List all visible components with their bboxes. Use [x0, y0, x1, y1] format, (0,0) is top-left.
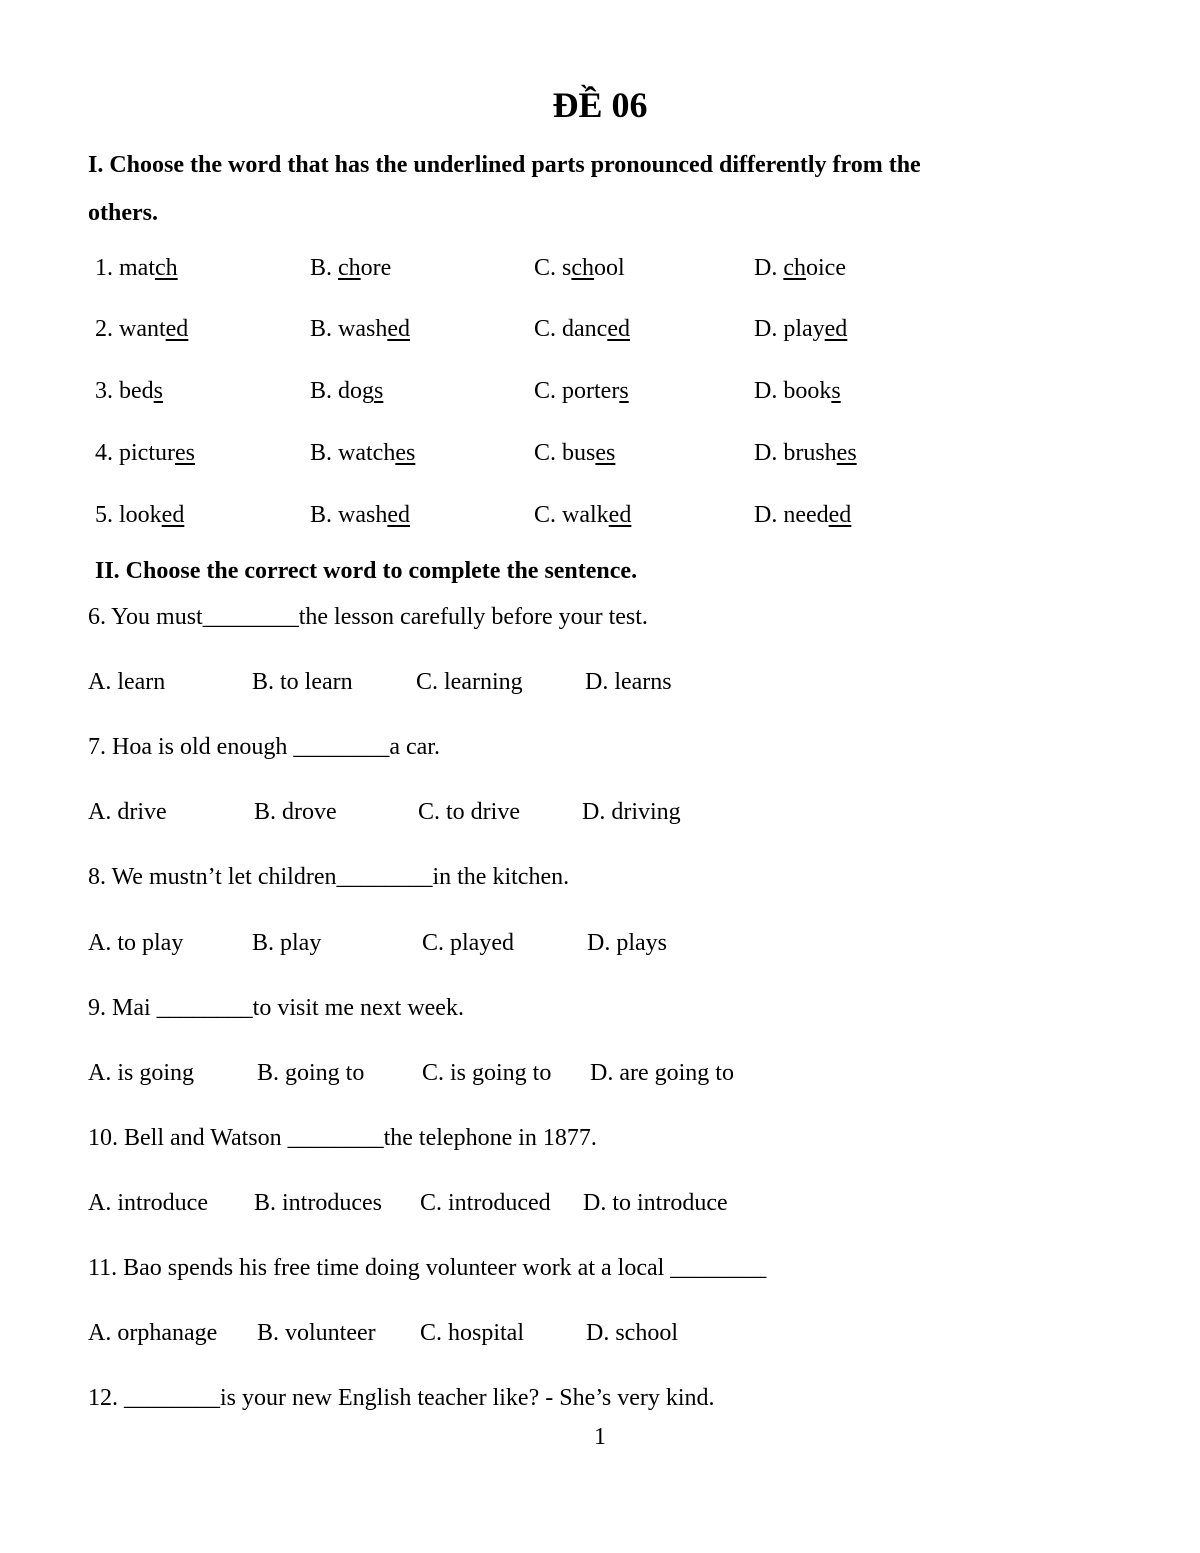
pron-option [310, 378, 383, 405]
pron-option-text: B. watch [310, 440, 396, 466]
pron-option [95, 378, 163, 405]
question-text: 10. Bell and Watson ________the telephone in 1877. [88, 1125, 597, 1151]
answer-option: C. played [422, 930, 514, 956]
pron-option-text: C. bus [534, 440, 596, 466]
page-title: ĐỀ 06 [552, 85, 648, 125]
pron-option [95, 316, 188, 343]
answer-option: A. is going [88, 1060, 195, 1086]
underlined-part: s [374, 378, 384, 404]
underlined-part: ch [338, 255, 361, 281]
pron-option-text-end: ore [360, 255, 392, 281]
pron-option [754, 502, 851, 529]
answer-option: D. driving [582, 799, 681, 825]
answer-option: C. is going to [422, 1060, 552, 1086]
answer-option: C. hospital [420, 1320, 525, 1346]
pron-option [754, 378, 841, 405]
pron-option-text: B. dog [310, 378, 375, 404]
underlined-part: ed [824, 316, 848, 342]
question-text: 7. Hoa is old enough ________a car. [88, 734, 440, 760]
pron-option [534, 316, 630, 343]
answer-option: A. drive [88, 799, 167, 825]
underlined-part: es [836, 440, 857, 466]
answer-option: D. are going to [590, 1060, 734, 1086]
answer-option: C. introduced [420, 1190, 551, 1216]
pron-option-text: D. [754, 255, 784, 281]
pron-option-text-end: ool [594, 255, 625, 281]
pron-option [754, 255, 846, 282]
answer-option: B. to learn [252, 669, 353, 695]
section2-heading: II. Choose the correct word to complete the sentence. [95, 558, 638, 584]
question-text: 9. Mai ________to visit me next week. [88, 995, 464, 1021]
underlined-part: ed [608, 502, 632, 528]
pron-option-text: C. walk [534, 502, 609, 528]
underlined-part: ch [571, 255, 595, 281]
pron-option-text: D. play [754, 316, 825, 342]
underlined-part: ed [161, 502, 185, 528]
answer-option: A. orphanage [88, 1320, 218, 1346]
underlined-part: s [619, 378, 629, 404]
answer-option: A. to play [88, 930, 184, 956]
underlined-part: ed [387, 502, 410, 528]
pron-option [534, 255, 625, 282]
pron-option [95, 255, 178, 282]
answer-option: D. to introduce [583, 1190, 728, 1216]
answer-option: B. drove [254, 799, 337, 825]
pron-option-text: C. s [534, 255, 572, 281]
answer-option: C. to drive [418, 799, 520, 825]
pron-option-text: B. [310, 255, 339, 281]
pron-option-text: C. porter [534, 378, 620, 404]
pron-option [310, 255, 391, 282]
underlined-part: ed [607, 316, 630, 342]
pron-option-text: 3. bed [95, 378, 154, 404]
underlined-part: s [153, 378, 163, 404]
section1-heading-line1: I. Choose the word that has the underlined parts pronounced differently from the [88, 152, 921, 178]
answer-option: A. introduce [88, 1190, 208, 1216]
pron-option [95, 502, 184, 529]
pron-option [310, 316, 410, 343]
pron-option [534, 378, 629, 405]
pron-option-text-end: oice [806, 255, 846, 281]
answer-option: C. learning [416, 669, 523, 695]
question-text: 6. You must________the lesson carefully before your test. [88, 604, 648, 630]
underlined-part: ed [387, 316, 410, 342]
underlined-part: s [831, 378, 841, 404]
answer-option: D. learns [585, 669, 672, 695]
section1-heading-line2: others. [88, 200, 158, 226]
answer-option: A. learn [88, 669, 166, 695]
pron-option [310, 502, 410, 529]
pron-option [534, 440, 615, 467]
question-text: 12. ________is your new English teacher like? - She’s very kind. [88, 1385, 715, 1411]
pron-option-text: D. book [754, 378, 832, 404]
pron-option [534, 502, 631, 529]
pron-option-text: 4. pictur [95, 440, 175, 466]
underlined-part: es [395, 440, 416, 466]
pron-option-text: 1. mat [95, 255, 155, 281]
answer-option: D. plays [587, 930, 667, 956]
pron-option-text: D. brush [754, 440, 837, 466]
underlined-part: ch [155, 255, 178, 281]
pron-option-text: 2. want [95, 316, 166, 342]
pron-option [310, 440, 415, 467]
answer-option: B. play [252, 930, 322, 956]
underlined-part: es [174, 440, 195, 466]
answer-option: B. going to [257, 1060, 365, 1086]
pron-option [754, 440, 857, 467]
page-number: 1 [594, 1424, 606, 1450]
answer-option: D. school [586, 1320, 678, 1346]
pron-option-text: B. wash [310, 316, 388, 342]
underlined-part: ed [165, 316, 189, 342]
answer-option: B. volunteer [257, 1320, 376, 1346]
underlined-part: es [595, 440, 616, 466]
pron-option-text: C. danc [534, 316, 608, 342]
underlined-part: ch [783, 255, 806, 281]
question-text: 11. Bao spends his free time doing volunteer work at a local ________ [88, 1255, 767, 1281]
question-text: 8. We mustn’t let children________in the kitchen. [88, 864, 570, 890]
pron-option-text: D. need [754, 502, 829, 528]
underlined-part: ed [828, 502, 852, 528]
pron-option [95, 440, 195, 467]
answer-option: B. introduces [254, 1190, 382, 1216]
pron-option-text: 5. look [95, 502, 162, 528]
pron-option-text: B. wash [310, 502, 388, 528]
pron-option [754, 316, 847, 343]
